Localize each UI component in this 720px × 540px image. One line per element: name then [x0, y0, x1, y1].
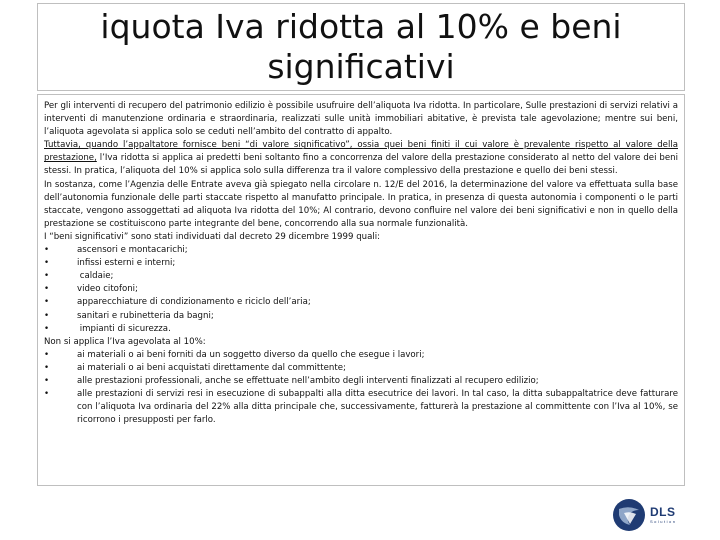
paragraph-text: l’Iva ridotta si applica ai predetti beni soltanto fino a concorrenza del valore della prestazione considerato al netto del valore dei beni stessi. In pratica, l’aliquota del 10% si applica solo sulla differenza tra il valore complessivo della prestazione e quello dei beni stessi. — [44, 153, 678, 177]
bullet-icon: • — [44, 389, 50, 400]
underlined-text: Tuttavia, quando l’appaltatore fornisce beni “di valore significativo”, ossia quei beni finiti il cui valore è prevalente rispetto al valore della prestazione, — [44, 140, 678, 164]
significant-goods-list — [44, 244, 678, 336]
list-item-text: ai materiali o ai beni forniti da un soggetto diverso da quello che esegue i lavori; — [77, 349, 425, 360]
bullet-icon: • — [44, 349, 50, 360]
bullet-icon: • — [44, 245, 50, 256]
list-item — [44, 257, 678, 270]
list-item — [44, 310, 678, 323]
dls-logo — [612, 496, 712, 534]
content-box — [37, 94, 685, 486]
paragraph-intro: Per gli interventi di recupero del patrimonio edilizio è possibile usufruire dell’aliquota Iva ridotta. In particolare, Sulle prestazioni di servizi relativi a interventi di manutenzione ordinaria e straordinaria, realizzati sulle unità immobiliari abitative, è prevista tale agevolazione; mentre sui beni, l’aliquota agevolata si applica solo se ceduti nell’ambito del contratto di appalto. — [44, 101, 678, 138]
list-item-text: video citofoni; — [77, 284, 138, 295]
bullet-icon: • — [44, 375, 50, 386]
paragraph-exclusions-intro: Non si applica l’Iva agevolata al 10%: — [44, 336, 206, 347]
bullet-icon: • — [44, 362, 50, 373]
list-item-text: alle prestazioni professionali, anche se effettuate nell’ambito degli interventi finalizzati al recupero edilizio; — [77, 375, 539, 386]
list-item — [44, 283, 678, 296]
slide-title: iquota Iva ridotta al 10% e beni significativi — [100, 7, 622, 86]
bullet-icon: • — [44, 310, 50, 321]
list-item — [44, 362, 678, 375]
paragraph-goods-list-intro: I “beni significativi” sono stati individuati dal decreto 29 dicembre 1999 quali: — [44, 231, 381, 242]
list-item — [44, 270, 678, 283]
list-item — [44, 244, 678, 257]
list-item-text: ascensori e montacarichi; — [77, 245, 188, 256]
bullet-icon: • — [44, 258, 50, 269]
list-item-text: impianti di sicurezza. — [77, 323, 171, 334]
bullet-icon: • — [44, 284, 50, 295]
list-item-text: apparecchiature di condizionamento e riciclo dell’aria; — [77, 297, 311, 308]
list-item-text: ai materiali o ai beni acquistati direttamente dal committente; — [77, 362, 346, 373]
bullet-icon: • — [44, 323, 50, 334]
logo-subtitle: Solution — [650, 518, 677, 524]
list-item — [44, 296, 678, 309]
list-item-text: infissi esterni e interni; — [77, 258, 176, 269]
logo-text — [650, 506, 676, 525]
list-item — [44, 375, 678, 388]
list-item-text: sanitari e rubinetteria da bagni; — [77, 310, 214, 321]
logo-brand: DLS — [650, 504, 676, 519]
title-box — [37, 3, 685, 91]
list-item — [44, 323, 678, 336]
bullet-icon: • — [44, 297, 50, 308]
paragraph-functional-autonomy: In sostanza, come l’Agenzia delle Entrate aveva già spiegato nella circolare n. 12/E del 2016, la determinazione del valore va effettuata sulla base dell’autonomia funzionale delle parti staccate rispetto al manufatto principale. In pratica, in presenza di questa autonomia i componenti o le parti staccate, vengono assoggettati ad aliquota Iva ridotta del 10%; Al contrario, devono confluire nel valore dei beni significativi e non in quello della prestazione se costituiscono parte integrante del bene, concorrendo alla sua normale funzionalità. — [44, 179, 678, 229]
exclusions-list — [44, 349, 678, 428]
paragraph-significant-goods — [44, 139, 678, 178]
list-item — [44, 349, 678, 362]
bullet-icon: • — [44, 271, 50, 282]
dls-emblem-icon — [612, 498, 646, 532]
list-item-text: alle prestazioni di servizi resi in esecuzione di subappalti alla ditta esecutrice dei lavori. In tal caso, la ditta subappaltatrice deve fatturare con l’aliquota Iva ordinaria del 22% alla ditta principale che, successivamente, fatturerà la prestazione al committente con l’Iva al 10%, se ricorrono i presupposti per farlo. — [77, 389, 678, 426]
list-item — [44, 388, 678, 427]
list-item-text: caldaie; — [77, 271, 114, 282]
